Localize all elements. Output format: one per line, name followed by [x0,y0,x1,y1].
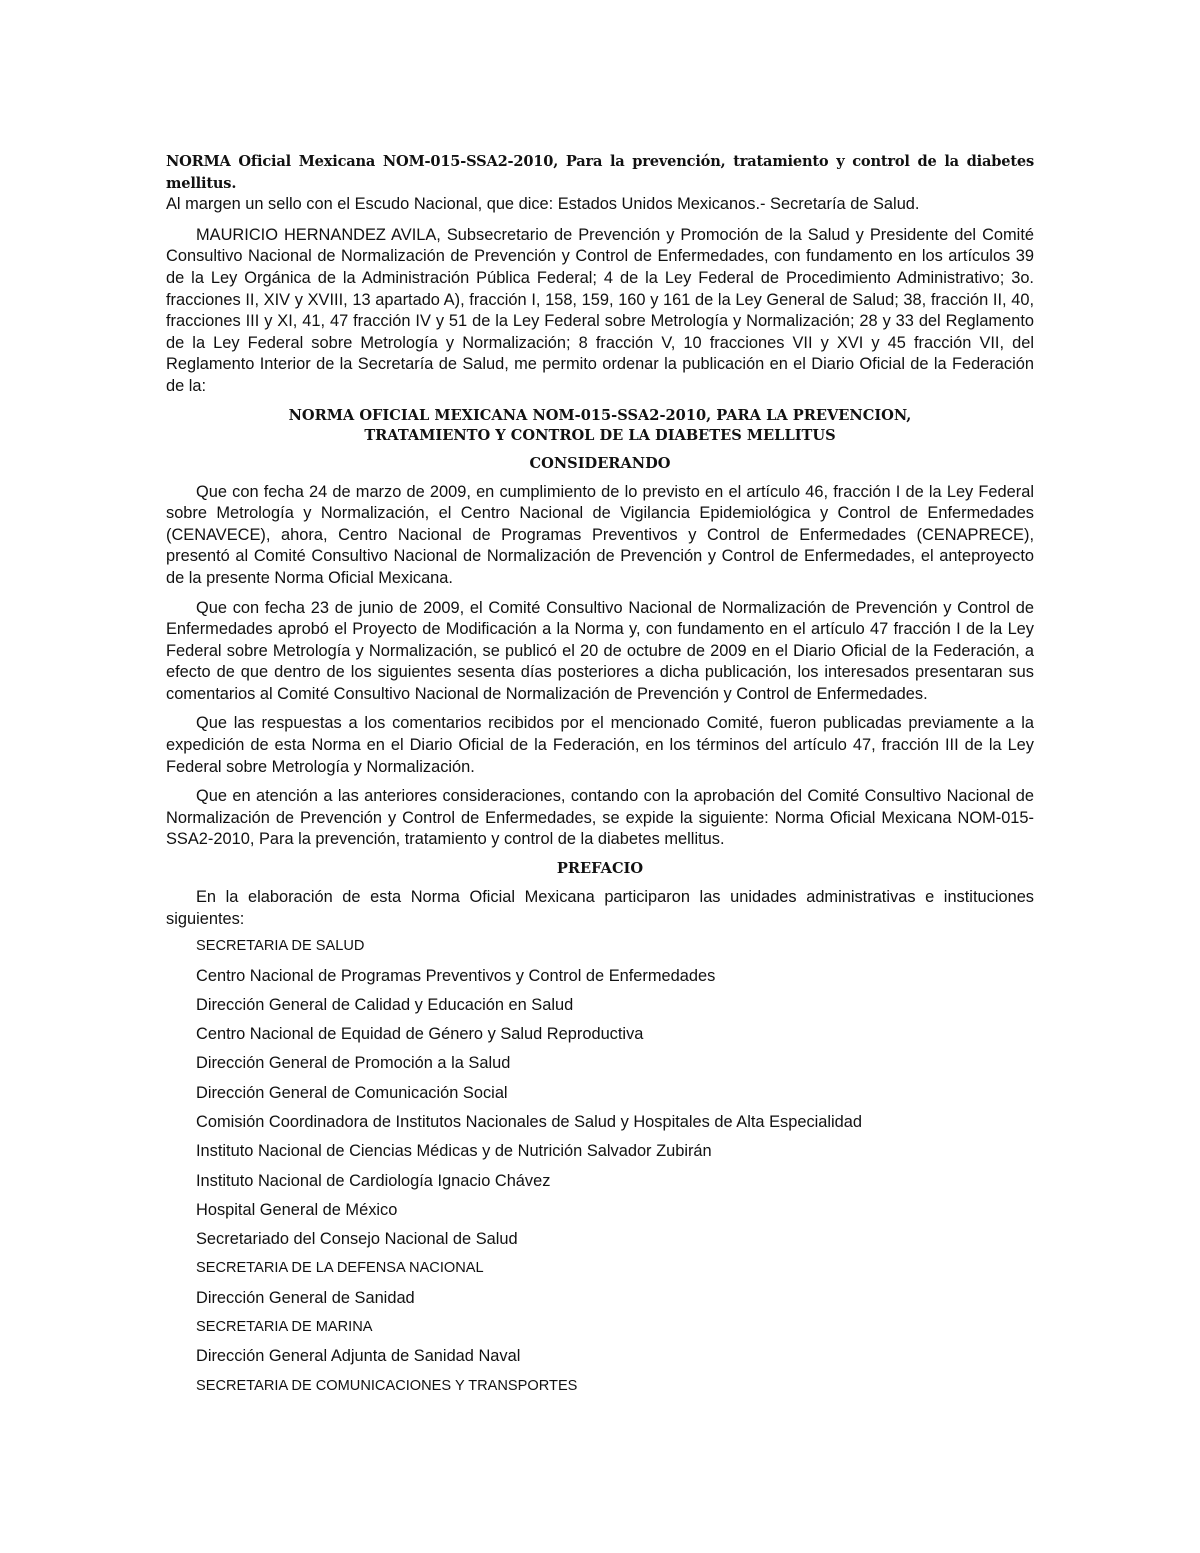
list-item: Dirección General de Sanidad [196,1288,415,1307]
list-item: Secretariado del Consejo Nacional de Salud [196,1230,518,1249]
institution-list [166,932,1034,1401]
list-item: Instituto Nacional de Ciencias Médicas y de Nutrición Salvador Zubirán [196,1142,712,1161]
norma-title: NORMA Oficial Mexicana NOM-015-SSA2-2010, Para la prevención, tratamiento y control de la diabetes mellitus. [166,153,1034,192]
list-item: Instituto Nacional de Cardiología Ignacio Chávez [196,1171,551,1190]
list-item: SECRETARIA DE LA DEFENSA NACIONAL [196,1260,484,1277]
considerando-paragraph: Que en atención a las anteriores consideraciones, contando con la aprobación del Comité Consultivo Nacional de Normalización de Prevención y Control de Enfermedades, se expide la siguiente: Norma Oficial Mexicana NOM-015-SSA2-2010, Para la prevención, tratamiento y control de la diabetes mellitus. [166,787,1034,849]
prefacio-intro: En la elaboración de esta Norma Oficial Mexicana participaron las unidades administrativas e instituciones siguientes: [166,888,1034,928]
list-item: Dirección General de Calidad y Educación en Salud [196,995,574,1014]
list-item: Centro Nacional de Programas Preventivos y Control de Enfermedades [196,966,716,985]
list-item: SECRETARIA DE COMUNICACIONES Y TRANSPORTES [196,1377,578,1394]
intro-paragraph: MAURICIO HERNANDEZ AVILA, Subsecretario de Prevención y Promoción de la Salud y Presidente del Comité Consultivo Nacional de Normalización de Prevención y Control de Enfermedades, con fundamento en los artículos 39 de la Ley Orgánica de la Administración Pública Federal; 4 de la Ley Federal de Procedimiento Administrativo; 3o. fracciones II, XIV y XVIII, 13 apartado A), fracción I, 158, 159, 160 y 161 de la Ley General de Salud; 38, fracción II, 40, fracciones III y XI, 41, 47 fracción IV y 51 de la Ley Federal sobre Metrología y Normalización; 28 y 33 del Reglamento de la Ley Federal sobre Metrología y Normalización; 8 fracción V, 10 fracciones VII y XVI y 45 fracción VII, del Reglamento Interior de la Secretaría de Salud, me permito ordenar la publicación en el Diario Oficial de la Federación de la: [166,225,1034,395]
prefacio-heading: PREFACIO [556,860,644,878]
considerando-paragraph: Que con fecha 24 de marzo de 2009, en cumplimiento de lo previsto en el artículo 46, fracción I de la Ley Federal sobre Metrología y Normalización, el Centro Nacional de Vigilancia Epidemiológica y Control de Enfermedades (CENAVECE), ahora, Centro Nacional de Programas Preventivos y Control de Enfermedades (CENAPRECE), presentó al Comité Consultivo Nacional de Normalización de Prevención y Control de Enfermedades, el anteproyecto de la presente Norma Oficial Mexicana. [166,482,1034,587]
margin-note: Al margen un sello con el Escudo Nacional, que dice: Estados Unidos Mexicanos.- Secretaría de Salud. [166,195,920,214]
list-item: SECRETARIA DE MARINA [196,1319,373,1336]
considerando-paragraph: Que las respuestas a los comentarios recibidos por el mencionado Comité, fueron publicadas previamente a la expedición de esta Norma en el Diario Oficial de la Federación, en los términos del artículo 47, fracción III de la Ley Federal sobre Metrología y Normalización. [166,714,1034,776]
document-page [166,151,1034,1401]
main-title: NORMA OFICIAL MEXICANA NOM-015-SSA2-2010, PARA LA PREVENCION, TRATAMIENTO Y CONTROL DE LA DIABETES MELLITUS [288,406,912,444]
considerando-paragraph: Que con fecha 23 de junio de 2009, el Comité Consultivo Nacional de Normalización de Prevención y Control de Enfermedades aprobó el Proyecto de Modificación a la Norma y, con fundamento en el artículo 47 fracción I de la Ley Federal sobre Metrología y Normalización, se publicó el 20 de octubre de 2009 en el Diario Oficial de la Federación, a efecto de que dentro de los siguientes sesenta días posteriores a dicha publicación, los interesados presentaran sus comentarios al Comité Consultivo Nacional de Normalización de Prevención y Control de Enfermedades. [166,598,1034,703]
list-item: SECRETARIA DE SALUD [196,938,365,955]
list-item: Centro Nacional de Equidad de Género y Salud Reproductiva [196,1025,644,1044]
considerando-heading: CONSIDERANDO [529,454,671,472]
list-item: Comisión Coordinadora de Institutos Nacionales de Salud y Hospitales de Alta Especialidad [196,1113,863,1131]
list-item: Dirección General de Comunicación Social [196,1083,508,1102]
list-item: Dirección General Adjunta de Sanidad Naval [196,1347,521,1366]
document-header [166,151,1034,194]
list-item: Hospital General de México [196,1200,398,1219]
list-item: Dirección General de Promoción a la Salud [196,1054,511,1073]
